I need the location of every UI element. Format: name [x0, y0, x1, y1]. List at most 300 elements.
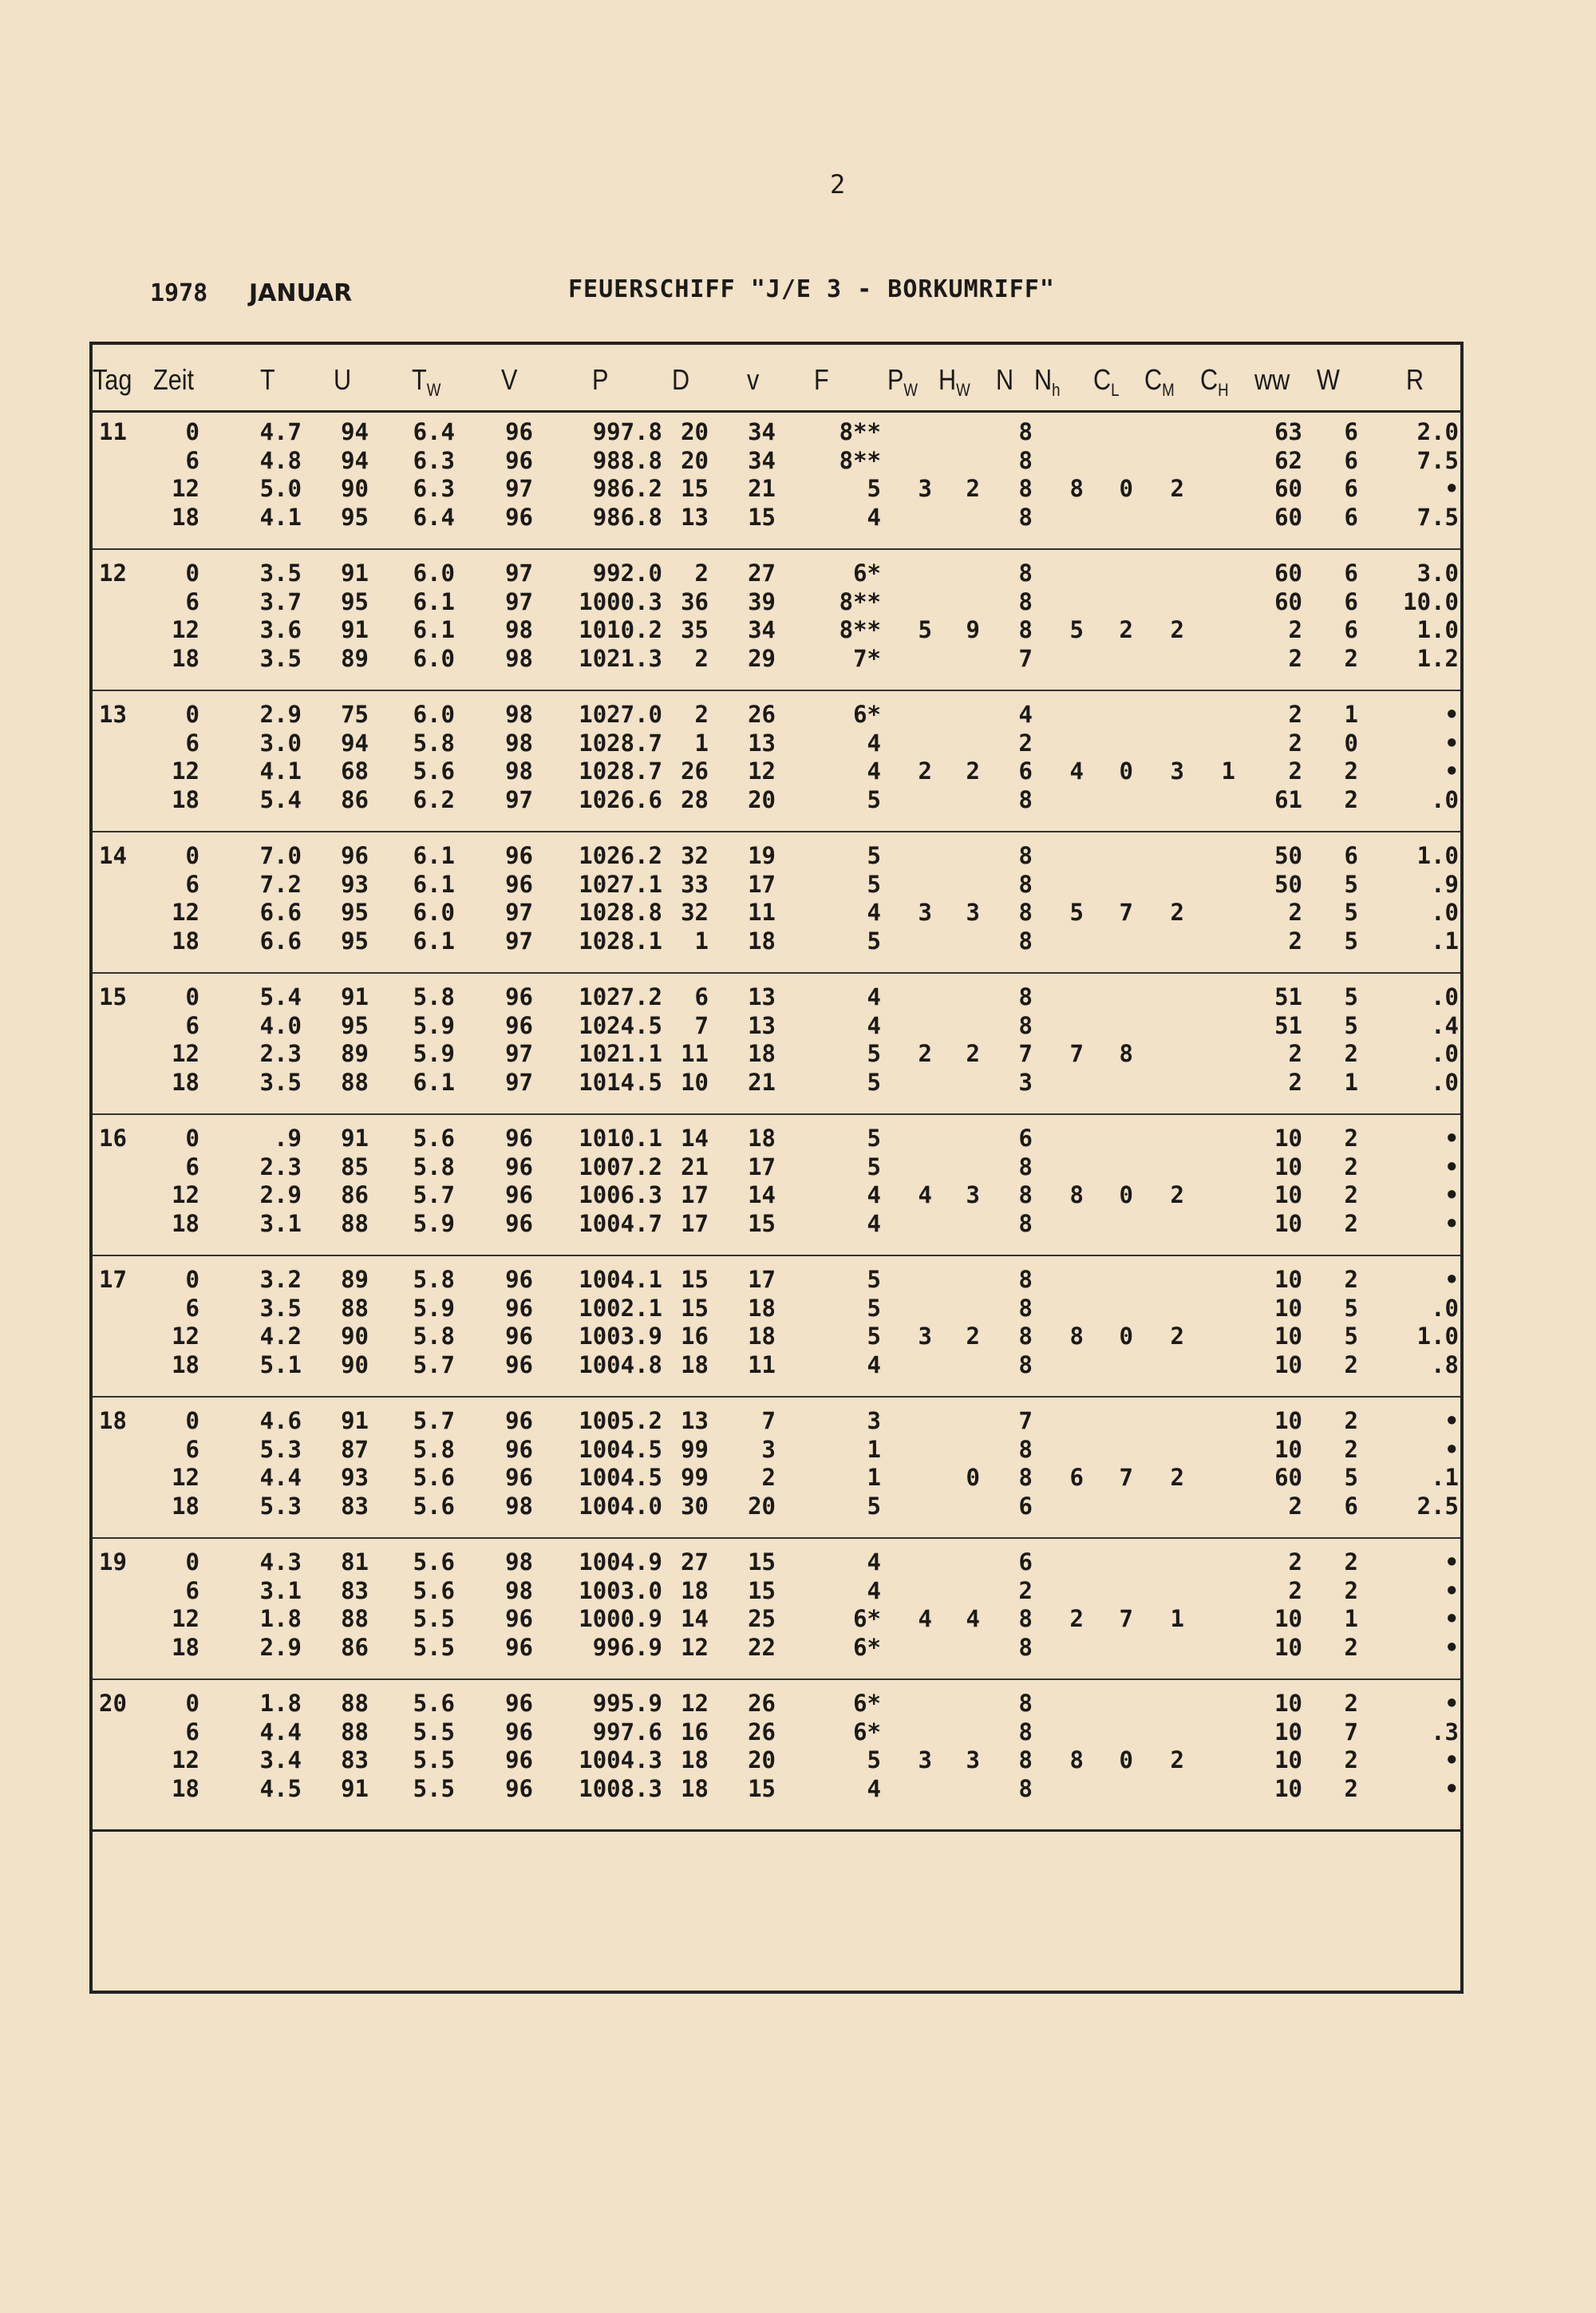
- table-cell: 5.6: [413, 1125, 455, 1152]
- table-cell: 4.8: [259, 446, 302, 474]
- table-cell: 12: [172, 1323, 200, 1350]
- table-cell: 4: [918, 1181, 932, 1208]
- table-cell: 6.1: [413, 927, 455, 955]
- table-cell: 10: [681, 1068, 709, 1096]
- table-cell: 91: [341, 1774, 369, 1802]
- column-header-label: U: [334, 363, 352, 396]
- table-cell: 15: [681, 1294, 709, 1322]
- table-cell: 5: [867, 475, 881, 502]
- table-cell: 6: [185, 870, 200, 898]
- day-separator: [93, 1255, 1460, 1256]
- column-header-label: Zeit: [153, 363, 195, 396]
- table-cell: 6: [1344, 559, 1358, 587]
- table-cell: 2: [1344, 1125, 1358, 1152]
- table-cell: 29: [748, 644, 776, 672]
- table-cell: 19: [748, 842, 776, 869]
- table-cell: 8: [1018, 475, 1033, 502]
- table-cell: •: [1444, 475, 1459, 502]
- table-cell: 3.1: [259, 1576, 302, 1604]
- column-header-label: v: [747, 363, 760, 396]
- table-cell: 6: [1018, 1492, 1033, 1520]
- table-cell: 18: [172, 1209, 200, 1237]
- table-cell: 1.0: [1416, 842, 1459, 869]
- table-cell: 5: [867, 1153, 881, 1180]
- table-cell: 8**: [839, 616, 881, 643]
- table-cell: 5.3: [259, 1435, 302, 1463]
- column-header: [93, 363, 132, 397]
- table-cell: 6: [1018, 1125, 1033, 1152]
- table-cell: 5.5: [413, 1774, 455, 1802]
- table-cell: 5: [1344, 1011, 1358, 1039]
- table-cell: 95: [341, 927, 369, 955]
- header-month: JANUAR: [249, 279, 353, 307]
- table-cell: 97: [505, 1068, 533, 1096]
- table-cell: 6: [1344, 842, 1358, 869]
- table-cell: 18: [681, 1774, 709, 1802]
- page-number: 2: [830, 169, 846, 200]
- table-cell: 32: [681, 842, 709, 869]
- table-cell: 12: [172, 1605, 200, 1632]
- table-cell: 16: [681, 1718, 709, 1746]
- table-cell: 996.9: [592, 1633, 662, 1661]
- day-label: 17: [99, 1266, 127, 1293]
- table-cell: 6*: [853, 559, 881, 587]
- table-cell: .0: [1431, 1040, 1459, 1067]
- table-cell: 6.4: [413, 503, 455, 531]
- table-cell: 1028.7: [579, 757, 662, 785]
- table-cell: 83: [341, 1746, 369, 1773]
- table-cell: 5.4: [259, 983, 302, 1010]
- table-cell: 2: [918, 1040, 932, 1067]
- table-end-divider: [89, 1829, 1464, 1832]
- table-cell: 12: [172, 1464, 200, 1491]
- table-cell: 7.5: [1416, 446, 1459, 474]
- table-cell: 39: [748, 587, 776, 615]
- table-cell: 18: [681, 1576, 709, 1604]
- table-cell: 5: [867, 785, 881, 813]
- table-cell: 5: [867, 842, 881, 869]
- table-cell: 2: [1344, 1435, 1358, 1463]
- column-header: [260, 363, 275, 397]
- column-header-label: R: [1406, 363, 1424, 396]
- table-cell: 5.5: [413, 1718, 455, 1746]
- table-cell: 2: [1344, 1153, 1358, 1180]
- table-cell: 26: [748, 701, 776, 728]
- table-cell: 1: [694, 729, 709, 757]
- column-header-subscript: W: [956, 380, 970, 401]
- table-cell: 992.0: [592, 559, 662, 587]
- table-cell: 4.2: [259, 1323, 302, 1350]
- table-cell: 2: [1170, 616, 1184, 643]
- table-cell: 60: [1274, 587, 1302, 615]
- table-cell: 10: [1274, 1774, 1302, 1802]
- table-cell: 6*: [853, 1690, 881, 1717]
- table-cell: 1.0: [1416, 616, 1459, 643]
- table-cell: 2: [1170, 475, 1184, 502]
- table-cell: 11: [748, 1350, 776, 1378]
- table-cell: 95: [341, 503, 369, 531]
- table-cell: 6: [1018, 1548, 1033, 1576]
- table-cell: 90: [341, 1350, 369, 1378]
- column-header: [887, 363, 918, 401]
- table-cell: 7.0: [259, 842, 302, 869]
- table-cell: 1006.3: [579, 1181, 662, 1208]
- table-cell: 6.1: [413, 870, 455, 898]
- day-label: 19: [99, 1548, 127, 1576]
- table-cell: 8: [1018, 446, 1033, 474]
- table-cell: 5.8: [413, 729, 455, 757]
- table-cell: 2: [1288, 927, 1302, 955]
- table-cell: 18: [681, 1350, 709, 1378]
- table-cell: 8: [1018, 1605, 1033, 1632]
- table-cell: 97: [505, 899, 533, 926]
- table-cell: 3.0: [259, 729, 302, 757]
- table-cell: 3.5: [259, 1068, 302, 1096]
- table-cell: 96: [505, 1633, 533, 1661]
- table-cell: 96: [505, 1464, 533, 1491]
- table-cell: •: [1444, 1181, 1459, 1208]
- table-cell: 18: [172, 927, 200, 955]
- day-label: 18: [99, 1407, 127, 1434]
- table-cell: •: [1444, 1690, 1459, 1717]
- table-cell: 6.1: [413, 616, 455, 643]
- table-cell: 14: [681, 1605, 709, 1632]
- table-cell: .9: [1431, 870, 1459, 898]
- column-header: [1144, 363, 1175, 401]
- day-separator: [93, 548, 1460, 550]
- table-cell: 88: [341, 1718, 369, 1746]
- column-header-label: C: [1093, 363, 1112, 396]
- table-cell: 96: [505, 1209, 533, 1237]
- table-cell: 96: [505, 446, 533, 474]
- table-cell: 2: [1288, 1492, 1302, 1520]
- table-cell: 26: [748, 1690, 776, 1717]
- table-cell: 10: [1274, 1633, 1302, 1661]
- table-cell: .0: [1431, 1068, 1459, 1096]
- table-cell: 6: [1069, 1464, 1084, 1491]
- table-cell: 4: [867, 983, 881, 1010]
- table-cell: 97: [505, 475, 533, 502]
- table-cell: 5.6: [413, 1576, 455, 1604]
- header-title: FEUERSCHIFF "J/E 3 - BORKUMRIFF": [568, 275, 1055, 303]
- table-cell: 4: [867, 1350, 881, 1378]
- table-cell: .3: [1431, 1718, 1459, 1746]
- column-header: [1254, 363, 1290, 397]
- column-header-subscript: L: [1111, 380, 1120, 401]
- table-cell: 6: [185, 446, 200, 474]
- table-cell: 14: [681, 1125, 709, 1152]
- table-cell: 7: [1344, 1718, 1358, 1746]
- table-cell: 6: [185, 1294, 200, 1322]
- table-cell: 5.3: [259, 1492, 302, 1520]
- table-cell: 9: [966, 616, 980, 643]
- table-cell: 1002.1: [579, 1294, 662, 1322]
- column-header-label: C: [1200, 363, 1219, 396]
- table-cell: 5.6: [413, 1464, 455, 1491]
- table-cell: 0: [1119, 757, 1133, 785]
- table-cell: 1027.0: [579, 701, 662, 728]
- table-cell: 1004.9: [579, 1548, 662, 1576]
- table-cell: 4.4: [259, 1464, 302, 1491]
- table-cell: 6: [185, 587, 200, 615]
- column-header-subscript: H: [1218, 380, 1229, 401]
- table-cell: 8: [1018, 503, 1033, 531]
- day-separator: [93, 831, 1460, 832]
- table-cell: 12: [172, 1181, 200, 1208]
- day-separator: [93, 690, 1460, 691]
- table-cell: 6: [694, 983, 709, 1010]
- table-cell: 6: [185, 1576, 200, 1604]
- table-cell: 2: [1344, 1548, 1358, 1576]
- table-cell: 22: [748, 1633, 776, 1661]
- table-cell: 0: [185, 1266, 200, 1293]
- table-cell: 5: [867, 1323, 881, 1350]
- table-cell: 4: [867, 757, 881, 785]
- column-header: [1317, 363, 1340, 397]
- table-cell: 4: [867, 1181, 881, 1208]
- table-cell: 8: [1018, 1266, 1033, 1293]
- table-cell: 18: [748, 1040, 776, 1067]
- table-cell: 6: [1344, 503, 1358, 531]
- table-cell: 2.3: [259, 1153, 302, 1180]
- table-cell: 32: [681, 899, 709, 926]
- table-cell: 5.7: [413, 1181, 455, 1208]
- table-cell: 12: [172, 899, 200, 926]
- column-header: [747, 363, 759, 397]
- table-cell: 3.5: [259, 644, 302, 672]
- table-cell: 15: [748, 1209, 776, 1237]
- table-cell: 8: [1069, 475, 1084, 502]
- table-cell: 8: [1018, 899, 1033, 926]
- table-cell: 3: [1018, 1068, 1033, 1096]
- table-cell: 94: [341, 418, 369, 445]
- table-cell: 2.9: [259, 1633, 302, 1661]
- table-cell: 8: [1018, 1633, 1033, 1661]
- table-cell: 13: [681, 503, 709, 531]
- table-cell: 86: [341, 785, 369, 813]
- table-cell: 15: [681, 1266, 709, 1293]
- table-cell: .0: [1431, 899, 1459, 926]
- header-year: 1978: [150, 279, 208, 307]
- table-cell: 95: [341, 587, 369, 615]
- table-cell: 3.0: [1416, 559, 1459, 587]
- header-divider: [89, 410, 1464, 413]
- table-cell: 10: [1274, 1605, 1302, 1632]
- table-cell: 96: [505, 1690, 533, 1717]
- table-cell: 5.9: [413, 1011, 455, 1039]
- table-cell: 6.4: [413, 418, 455, 445]
- table-cell: 2: [1170, 1464, 1184, 1491]
- table-cell: 6: [1344, 418, 1358, 445]
- column-header: [938, 363, 970, 401]
- day-separator: [93, 1678, 1460, 1680]
- table-cell: 1004.3: [579, 1746, 662, 1773]
- table-cell: 12: [172, 616, 200, 643]
- column-header-label: D: [672, 363, 690, 396]
- table-cell: 6.1: [413, 587, 455, 615]
- table-cell: 0: [185, 1407, 200, 1434]
- table-cell: 1004.7: [579, 1209, 662, 1237]
- table-cell: 15: [748, 1576, 776, 1604]
- table-cell: 5.4: [259, 785, 302, 813]
- table-cell: 2.3: [259, 1040, 302, 1067]
- table-cell: 6: [1344, 446, 1358, 474]
- table-cell: 97: [505, 927, 533, 955]
- table-cell: 4: [966, 1605, 980, 1632]
- table-cell: •: [1444, 1774, 1459, 1802]
- table-cell: 95: [341, 1011, 369, 1039]
- table-cell: 8: [1018, 983, 1033, 1010]
- table-cell: 3.7: [259, 587, 302, 615]
- table-cell: 0: [185, 418, 200, 445]
- table-cell: 90: [341, 1323, 369, 1350]
- table-cell: 2: [1069, 1605, 1084, 1632]
- table-cell: 3: [918, 899, 932, 926]
- table-cell: 68: [341, 757, 369, 785]
- table-cell: 88: [341, 1605, 369, 1632]
- table-cell: 1: [694, 927, 709, 955]
- table-cell: 10: [1274, 1323, 1302, 1350]
- table-cell: 93: [341, 870, 369, 898]
- table-cell: 2: [1344, 785, 1358, 813]
- table-cell: 2: [1288, 1576, 1302, 1604]
- table-cell: 8**: [839, 418, 881, 445]
- table-cell: 1014.5: [579, 1068, 662, 1096]
- table-cell: 98: [505, 729, 533, 757]
- table-cell: 2: [1288, 757, 1302, 785]
- table-cell: 2: [1018, 1576, 1033, 1604]
- table-cell: 1: [1170, 1605, 1184, 1632]
- table-cell: 2: [1288, 644, 1302, 672]
- table-cell: 5.8: [413, 1153, 455, 1180]
- table-cell: 2: [1288, 1548, 1302, 1576]
- table-cell: 5: [1344, 1323, 1358, 1350]
- table-cell: 4: [918, 1605, 932, 1632]
- table-cell: 8: [1018, 559, 1033, 587]
- table-cell: 96: [505, 1294, 533, 1322]
- day-separator: [93, 972, 1460, 974]
- table-cell: 96: [505, 983, 533, 1010]
- table-cell: 8: [1018, 785, 1033, 813]
- table-cell: 96: [505, 1125, 533, 1152]
- column-header: [1093, 363, 1120, 401]
- table-cell: 1: [867, 1435, 881, 1463]
- table-cell: 1028.7: [579, 729, 662, 757]
- table-cell: 6: [1344, 475, 1358, 502]
- table-cell: 5: [1344, 983, 1358, 1010]
- table-cell: 2: [1344, 1576, 1358, 1604]
- table-cell: 1003.0: [579, 1576, 662, 1604]
- column-header: [412, 363, 440, 401]
- table-cell: 3: [918, 475, 932, 502]
- table-cell: 1004.0: [579, 1492, 662, 1520]
- table-cell: 10: [1274, 1690, 1302, 1717]
- table-cell: 88: [341, 1068, 369, 1096]
- table-cell: 6.3: [413, 446, 455, 474]
- table-cell: 96: [505, 1435, 533, 1463]
- table-cell: 94: [341, 446, 369, 474]
- table-cell: 1: [1221, 757, 1235, 785]
- column-header-label: C: [1144, 363, 1163, 396]
- table-cell: 1000.3: [579, 587, 662, 615]
- table-cell: 8: [1018, 1181, 1033, 1208]
- table-cell: 4.6: [259, 1407, 302, 1434]
- day-separator: [93, 1113, 1460, 1115]
- table-cell: 91: [341, 1407, 369, 1434]
- table-cell: 8: [1018, 587, 1033, 615]
- table-cell: 7.5: [1416, 503, 1459, 531]
- table-cell: •: [1444, 757, 1459, 785]
- table-cell: 18: [172, 503, 200, 531]
- table-cell: 3: [966, 1746, 980, 1773]
- table-cell: 6: [185, 1011, 200, 1039]
- table-cell: 5: [918, 616, 932, 643]
- table-cell: 98: [505, 1548, 533, 1576]
- table-cell: 5.6: [413, 757, 455, 785]
- table-cell: 36: [681, 587, 709, 615]
- table-cell: 63: [1274, 418, 1302, 445]
- table-cell: .8: [1431, 1350, 1459, 1378]
- table-cell: 4.7: [259, 418, 302, 445]
- table-cell: 986.8: [592, 503, 662, 531]
- day-separator: [93, 1396, 1460, 1398]
- day-label: 20: [99, 1690, 127, 1717]
- table-cell: 18: [172, 1350, 200, 1378]
- table-cell: 2: [1288, 1068, 1302, 1096]
- table-cell: 5.7: [413, 1350, 455, 1378]
- table-cell: 96: [505, 1153, 533, 1180]
- table-cell: 6.2: [413, 785, 455, 813]
- table-cell: 1005.2: [579, 1407, 662, 1434]
- table-cell: •: [1444, 1125, 1459, 1152]
- table-cell: 89: [341, 1040, 369, 1067]
- table-cell: 5.6: [413, 1492, 455, 1520]
- table-cell: 60: [1274, 503, 1302, 531]
- table-cell: 5.6: [413, 1690, 455, 1717]
- table-cell: 94: [341, 729, 369, 757]
- table-cell: 6*: [853, 1633, 881, 1661]
- table-cell: 99: [681, 1464, 709, 1491]
- table-cell: 1028.1: [579, 927, 662, 955]
- table-cell: 50: [1274, 842, 1302, 869]
- table-cell: 7: [694, 1011, 709, 1039]
- table-cell: 4.1: [259, 757, 302, 785]
- table-cell: 13: [681, 1407, 709, 1434]
- table-cell: •: [1444, 1435, 1459, 1463]
- table-cell: 10: [1274, 1435, 1302, 1463]
- table-cell: 34: [748, 616, 776, 643]
- table-cell: 99: [681, 1435, 709, 1463]
- table-cell: 1.8: [259, 1690, 302, 1717]
- table-cell: 18: [172, 785, 200, 813]
- table-cell: 27: [681, 1548, 709, 1576]
- column-header-label: H: [938, 363, 957, 396]
- table-cell: 13: [748, 983, 776, 1010]
- table-cell: 8: [1018, 1153, 1033, 1180]
- table-cell: 2: [761, 1464, 776, 1491]
- table-cell: 0: [1119, 1323, 1133, 1350]
- table-cell: •: [1444, 1407, 1459, 1434]
- table-cell: 5.5: [413, 1746, 455, 1773]
- table-cell: 75: [341, 701, 369, 728]
- table-cell: 7: [1018, 644, 1033, 672]
- table-cell: .0: [1431, 1294, 1459, 1322]
- table-cell: 997.8: [592, 418, 662, 445]
- table-cell: 2.9: [259, 701, 302, 728]
- table-cell: 6.6: [259, 927, 302, 955]
- table-cell: 4: [867, 1209, 881, 1237]
- table-cell: 10: [1274, 1181, 1302, 1208]
